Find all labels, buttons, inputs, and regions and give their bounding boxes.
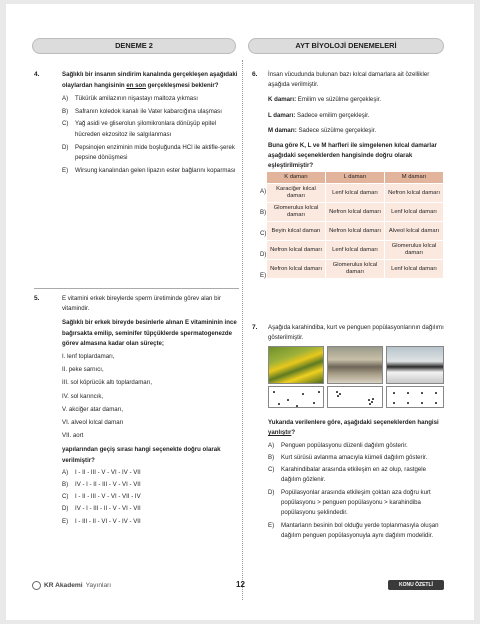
q6-row-c[interactable] <box>267 222 444 241</box>
q6-row-key-a: A) <box>260 188 267 195</box>
q7-option-d[interactable]: D) Popülasyonlar arasında etkileşim çoktan aza doğru kurt popülasyonu > penguen popülasyonu > karahindiba popülasyonu şeklindedir. <box>268 488 431 517</box>
q7-option-b[interactable]: B) Kurt sürüsü avlanma amacıyla kümeli dağılım gösterir. <box>268 453 428 461</box>
dot <box>296 405 298 407</box>
dot <box>287 399 289 401</box>
uniform-distribution-diagram <box>386 386 444 408</box>
q6-table <box>266 171 444 279</box>
q4-option-a[interactable]: A) Tükürük amilazının nişastayı maltoza yıkması <box>62 95 198 103</box>
q4-option-d[interactable]: D) Pepsinojen enziminin mide boşluğunda HCl ile aktifle-şerek pepsine dönüşmesi <box>62 143 235 162</box>
dot <box>339 393 341 395</box>
q6-row-a[interactable] <box>267 184 444 203</box>
q6-l-def: L damarı: Sadece emilim gerçekleşir. <box>268 111 370 119</box>
q6-cell: Beyin kılcal damarı <box>267 222 326 241</box>
penguin-photo <box>386 346 444 384</box>
q5-option-d[interactable]: D) IV - I - III - II - V - VI - VII <box>62 505 141 513</box>
header-right: AYT BİYOLOJİ DENEMELERİ <box>248 38 444 54</box>
column-divider <box>242 60 243 600</box>
q6-cell: Glomerulus kılcal damarı <box>267 203 326 222</box>
q6-cell: Glomerulus kılcal damarı <box>385 241 444 260</box>
q6-cell: Glomerulus kılcal damarı <box>326 260 385 279</box>
dot <box>421 402 423 404</box>
header-left: DENEME 2 <box>32 38 236 54</box>
q5-item: IV. sol karıncık, <box>62 392 104 400</box>
series-logo: KONU ÖZETLİ <box>388 580 444 590</box>
q5-item: VI. alveol kılcal damarı <box>62 419 124 427</box>
q5-options <box>62 468 238 527</box>
q4-options <box>62 94 238 176</box>
random-distribution-diagram <box>268 386 324 408</box>
q7-intro: Aşağıda karahindiba, kurt ve penguen popülasyonlarının dağılımı gösterilmiştir. <box>268 324 444 341</box>
q6-cell: Alveol kılcal damarı <box>385 222 444 241</box>
dot <box>368 399 370 401</box>
q6-row-key-e: E) <box>260 272 267 279</box>
q4-option-b[interactable]: B) Safranın koledok kanalı ile Vater kabarcığına ulaşması <box>62 107 222 115</box>
q5-item: VII. aort <box>62 432 84 440</box>
q4-number: 4. <box>34 71 40 78</box>
q6-col-m: M damarı <box>385 172 444 184</box>
clumped-distribution-diagram <box>327 386 383 408</box>
q5-stem: Sağlıklı bir erkek bireyde besinlerle alınan E vitamininin ince bağırsakta emilip, seminifer tüpçüklerde spermatogenezde görev almasına kadar olan süreçte; <box>62 319 237 347</box>
dot <box>336 391 338 393</box>
dot <box>337 395 339 397</box>
q6-table-header <box>267 172 444 184</box>
q5-items <box>62 352 238 441</box>
brand-name: KR Akademi <box>44 582 83 589</box>
q5-block <box>62 294 238 527</box>
q6-k-def: K damarı: Emilim ve süzülme gerçekleşir. <box>268 96 382 104</box>
dot <box>278 403 280 405</box>
dot <box>302 393 304 395</box>
wolf-photo <box>327 346 383 384</box>
q5-intro: E vitamini erkek bireylerde sperm üretiminde görev alan bir vitamindir. <box>62 295 221 313</box>
q6-row-e[interactable] <box>267 260 444 279</box>
footer-brand <box>32 581 111 590</box>
q6-row-b[interactable] <box>267 203 444 222</box>
q5-option-a[interactable]: A) I - II - III - V - VI - IV - VII <box>62 468 141 476</box>
dot <box>273 391 275 393</box>
q6-col-l: L damarı <box>326 172 385 184</box>
q5-item: II. peke sarnıcı, <box>62 366 104 374</box>
dot <box>407 402 409 404</box>
q6-cell: Nefron kılcal damarı <box>267 241 326 260</box>
question-divider <box>34 288 239 289</box>
q6-m-def: M damarı: Sadece süzülme gerçekleşir. <box>268 126 377 134</box>
dot <box>407 392 409 394</box>
q5-item: III. sol köprücük altı toplardamarı, <box>62 379 153 387</box>
q6-cell: Nefron kılcal damarı <box>267 260 326 279</box>
dot <box>371 401 373 403</box>
dot <box>435 402 437 404</box>
q6-row-key-b: B) <box>260 209 267 216</box>
q6-col-k: K damarı <box>267 172 326 184</box>
q6-cell: Karaciğer kılcal damarı <box>267 184 326 203</box>
q6-row-key-d: D) <box>260 251 267 258</box>
q6-cell: Lenf kılcal damarı <box>326 184 385 203</box>
dot <box>318 391 320 393</box>
q6-intro: İnsan vücudunda bulunan bazı kılcal damarlara ait özellikler aşağıda verilmiştir. <box>268 71 430 89</box>
q4-option-e[interactable]: E) Wirsung kanalından gelen lipazın ester bağlarını koparması <box>62 166 236 174</box>
q6-cell: Lenf kılcal damarı <box>385 203 444 222</box>
dot <box>393 392 395 394</box>
q6-cell: Lenf kılcal damarı <box>385 260 444 279</box>
q6-ask: Buna göre K, L ve M harfleri ile simgelenen kılcal damarlar aşağıdaki seçeneklerden hangisinde doğru olarak eşleştirilmiştir? <box>268 142 437 170</box>
q4-stem: Sağlıklı bir insanın sindirim kanalında gerçekleşen aşağıdaki olaylardan hangisinin en son gerçekleşmesi beklenir? <box>62 71 238 89</box>
q6-row-d[interactable] <box>267 241 444 260</box>
dot <box>393 402 395 404</box>
dot <box>313 402 315 404</box>
q7-ask: Yukarıda verilenlere göre, aşağıdaki seçeneklerden hangisi yanlıştır? <box>268 419 439 437</box>
q7-option-e[interactable]: E) Mantarların besinin bol olduğu yerde toplanmasıyla oluşan dağılım penguen popülasyonuyla aynı dağılım modelidir. <box>268 521 439 539</box>
dot <box>435 392 437 394</box>
dot <box>369 403 371 405</box>
q5-number: 5. <box>34 295 40 302</box>
q5-ask: yapılarından geçiş sırası hangi seçenekte doğru olarak verilmiştir? <box>62 446 221 464</box>
q7-number: 7. <box>252 324 258 331</box>
q7-option-a[interactable]: A) Penguen popülasyonu düzenli dağılım gösterir. <box>268 441 408 449</box>
q5-option-e[interactable]: E) I - III - II - VI - V - IV - VII <box>62 517 141 525</box>
q7-options <box>268 441 444 542</box>
q6-cell: Nefron kılcal damarı <box>326 222 385 241</box>
publisher-name: Yayınları <box>85 582 112 589</box>
q5-option-c[interactable]: C) I - II - III - V - VI - VII - IV <box>62 493 141 501</box>
q5-item: V. akciğer atar damarı, <box>62 405 124 413</box>
dot <box>421 392 423 394</box>
q4-block <box>62 70 238 176</box>
dandelion-photo <box>268 346 324 384</box>
q6-block <box>268 70 444 172</box>
q7-block <box>268 418 444 541</box>
q6-cell: Nefron kılcal damarı <box>385 184 444 203</box>
q7-option-c[interactable]: C) Karahindibalar arasında etkileşim en az olup, rastgele dağılım gözlenir. <box>268 466 426 484</box>
q5-option-b[interactable]: B) IV - I - II - III - V - VI - VII <box>62 481 141 489</box>
q5-item: I. lenf toplardamarı, <box>62 353 115 361</box>
q6-cell: Nefron kılcal damarı <box>326 203 385 222</box>
page-number: 12 <box>236 580 245 589</box>
dot <box>372 398 374 400</box>
q4-option-c[interactable]: C) Yağ asidi ve gliserolun şilomikronlara dönüşüp epitel hücreden ekzositoz ile salgılanması <box>62 120 217 138</box>
q6-row-key-c: C) <box>260 230 267 237</box>
kr-logo-icon <box>32 581 41 590</box>
q6-cell: Lenf kılcal damarı <box>326 241 385 260</box>
q6-number: 6. <box>252 71 258 78</box>
